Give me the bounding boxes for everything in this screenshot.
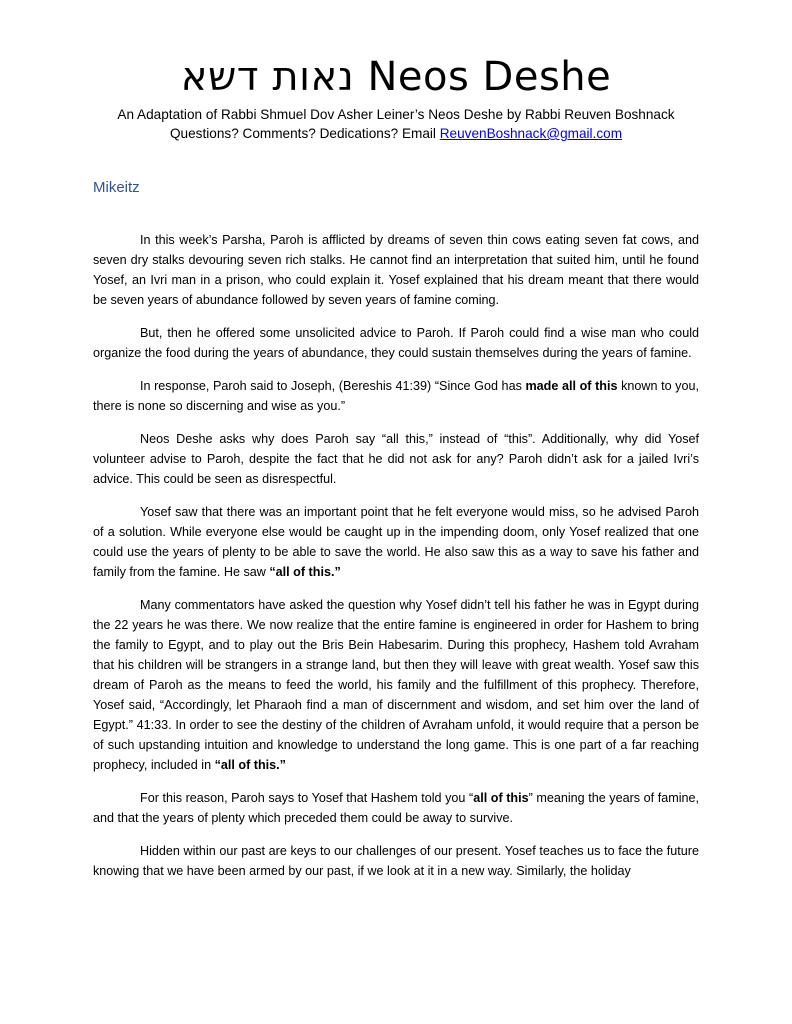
paragraph-text: Neos Deshe asks why does Paroh say “all this,” instead of “this”. Additionally, why did Yosef volunteer advise to Paroh, despite the fact that he did not ask for any? Paroh didn’t ask for a jailed Ivri’s advice. This could be seen as disrespectful. <box>93 432 699 486</box>
paragraph <box>93 502 699 582</box>
document-body <box>93 230 699 881</box>
paragraph-text: In this week’s Parsha, Paroh is afflicted by dreams of seven thin cows eating seven fat cows, and seven dry stalks devouring seven rich stalks. He cannot find an interpretation that suited him, until he found Yosef, an Ivri man in a prison, who could explain it. Yosef explained that his dream meant that there would be seven years of abundance followed by seven years of famine coming. <box>93 233 699 307</box>
paragraph-text: For this reason, Paroh says to Yosef that Hashem told you “ <box>140 791 474 805</box>
paragraph <box>93 788 699 828</box>
paragraph-text: known to you, there is none so discerning and wise as you.” <box>93 379 699 413</box>
title-hebrew: נאות דשא <box>180 54 355 100</box>
bold-text: “all of this.” <box>214 758 286 772</box>
title-english: Neos Deshe <box>367 54 612 100</box>
paragraph-text: ” meaning the years of famine, and that the years of plenty which preceded them could be away to survive. <box>93 791 699 825</box>
subtitle: An Adaptation of Rabbi Shmuel Dov Asher Leiner’s Neos Deshe by Rabbi Reuven Boshnack <box>117 107 675 122</box>
email-link[interactable]: ReuvenBoshnack@gmail.com <box>439 126 623 141</box>
contact-prefix: Questions? Comments? Dedications? Email <box>169 126 440 141</box>
bold-text: made all of this <box>525 379 618 393</box>
bold-text: all of this <box>473 791 529 805</box>
paragraph-text: Yosef saw that there was an important point that he felt everyone would miss, so he advised Paroh of a solution. While everyone else would be caught up in the impending doom, only Yosef realized that one could use the years of plenty to be able to save the world. He also saw this as a way to save his father and family from the famine. He saw <box>93 505 699 579</box>
paragraph <box>93 429 699 489</box>
paragraph <box>93 376 699 416</box>
paragraph <box>93 230 699 310</box>
paragraph-text: In response, Paroh said to Joseph, (Bereshis 41:39) “Since God has <box>140 379 526 393</box>
paragraph <box>93 595 699 775</box>
paragraph-text: Many commentators have asked the question why Yosef didn’t tell his father he was in Egypt during the 22 years he was there. We now realize that the entire famine is engineered in order for Hashem to bring the family to Egypt, and to play out the Bris Bein Habesarim. During this prophecy, Hashem told Avraham that his children will be strangers in a strange land, but then they will leave with great wealth. Yosef saw this dream of Paroh as the means to feed the world, his family and the fulfillment of this prophecy. Therefore, Yosef said, “Accordingly, let Pharaoh find a man of discernment and wisdom, and set him over the land of Egypt.” 41:33. In order to see the destiny of the children of Avraham unfold, it would require that a person be of such upstanding intuition and knowledge to understand the long game. This is one part of a far reaching prophecy, included in <box>93 598 699 772</box>
section-heading: Mikeitz <box>93 179 140 196</box>
contact-line <box>93 124 699 143</box>
paragraph-text: Hidden within our past are keys to our challenges of our present. Yosef teaches us to face the future knowing that we have been armed by our past, if we look at it in a new way. Similarly, the holiday <box>93 844 699 878</box>
paragraph <box>93 841 699 881</box>
document-page <box>93 0 699 894</box>
paragraph-text: But, then he offered some unsolicited advice to Paroh. If Paroh could find a wise man who could organize the food during the years of abundance, they could sustain themselves during the years of famine. <box>93 326 699 360</box>
bold-text: “all of this.” <box>269 565 341 579</box>
page-title <box>93 55 699 99</box>
paragraph <box>93 323 699 363</box>
